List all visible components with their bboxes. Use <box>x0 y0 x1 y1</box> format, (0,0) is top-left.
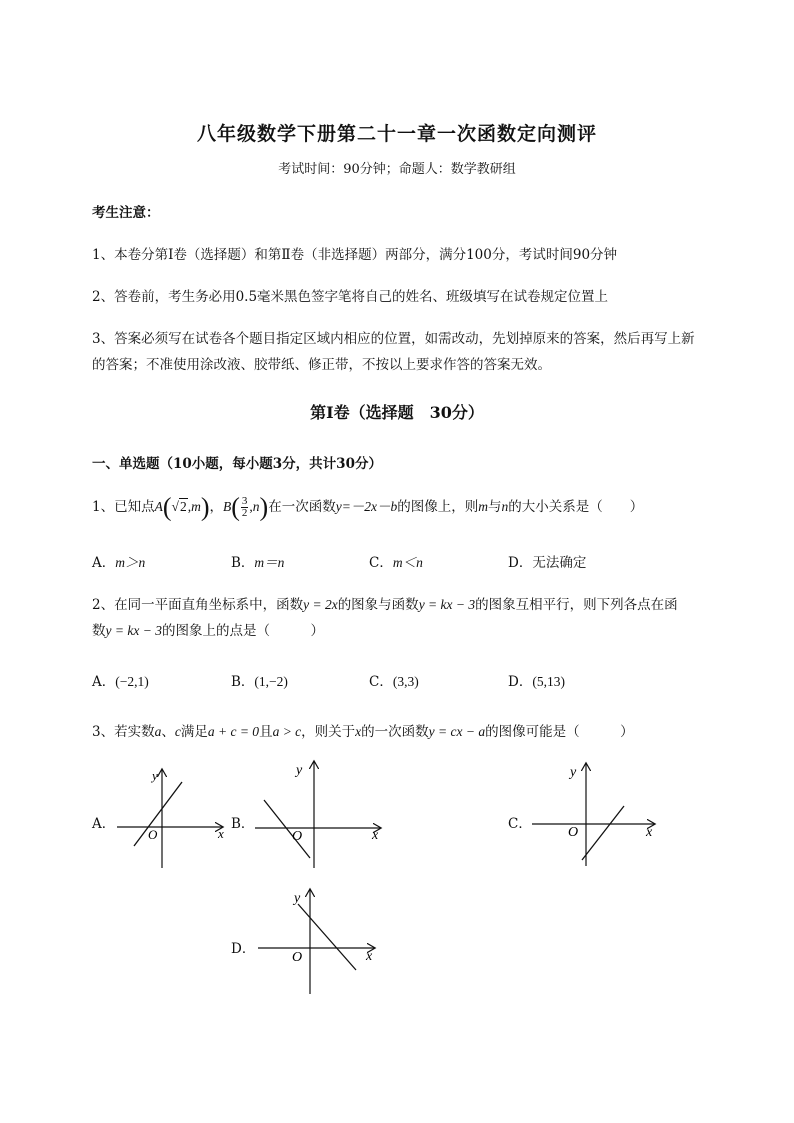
notice-item-3-line2: 的答案；不准使用涂改液、胶带纸、修正带，不按以上要求作答的答案无效。 <box>92 357 551 373</box>
question-2-line1: 2、在同一平面直角坐标系中，函数y = 2x的图象与函数y = kx − 3的图象互相平行，则下列各点在函 <box>92 597 678 613</box>
notice-item-3-line1: 3、答案必须写在试卷各个题目指定区域内相应的位置，如需改动，先划掉原来的答案，然后再写上新 <box>92 331 695 347</box>
q3-graph-d[interactable] <box>254 884 384 998</box>
x-label: x <box>646 825 653 840</box>
q3-option-d-label[interactable]: D． <box>231 941 256 957</box>
origin-label: O <box>292 950 303 965</box>
exam-info: 考试时间：90分钟；命题人：数学教研组 <box>278 162 516 177</box>
x-label: x <box>366 949 373 964</box>
q1-option-a[interactable]: A．m＞n <box>92 555 146 571</box>
q3-graph-a[interactable] <box>112 764 232 874</box>
q3-option-b-label[interactable]: B． <box>231 816 255 832</box>
origin-label: O <box>568 825 579 840</box>
q1-option-c[interactable]: C．m＜n <box>369 555 423 571</box>
q2-option-c[interactable]: C．(3,3) <box>369 674 419 690</box>
x-label: x <box>372 828 379 843</box>
function-line <box>298 904 356 970</box>
origin-label: O <box>292 829 303 844</box>
origin-label: O <box>148 827 158 842</box>
q2-option-a[interactable]: A．(−2,1) <box>92 674 149 690</box>
function-line <box>134 782 182 846</box>
q3-graph-b[interactable] <box>250 758 390 870</box>
q1-option-b[interactable]: B．m＝n <box>231 555 285 571</box>
notice-heading: 考生注意： <box>92 205 160 221</box>
part-heading: 一、单选题（10小题，每小题3分，共计30分） <box>92 456 382 472</box>
y-label: y <box>152 768 158 783</box>
y-label: y <box>570 765 577 780</box>
q2-option-b[interactable]: B．(1,−2) <box>231 674 288 690</box>
section-title: 第I卷（选择题 30分） <box>310 403 484 422</box>
notice-item-2: 2、答卷前，考生务必用0.5毫米黑色签字笔将自己的姓名、班级填写在试卷规定位置上 <box>92 289 609 305</box>
y-label: y <box>294 891 301 906</box>
notice-item-1: 1、本卷分第I卷（选择题）和第Ⅱ卷（非选择题）两部分，满分100分，考试时间90分钟 <box>92 247 618 263</box>
question-2-line2: 数y = kx − 3的图象上的点是（ ） <box>92 623 324 639</box>
question-1: 1、已知点A(√2,m)，B( $\frac{3}{2}$ ,n)在一次函数y=－2x－b的图像上，则m与n的大小关系是（ ） <box>92 492 644 522</box>
q1-option-d[interactable]: D．无法确定 <box>508 555 587 571</box>
q3-graph-c[interactable] <box>528 758 668 870</box>
y-label: y <box>296 763 303 778</box>
q3-option-c-label[interactable]: C． <box>508 816 532 832</box>
question-3: 3、若实数a、c满足a + c = 0且a > c，则关于x的一次函数y = cx − a的图像可能是（ ） <box>92 724 634 740</box>
function-line <box>582 806 624 860</box>
q2-option-d[interactable]: D．(5,13) <box>508 674 565 690</box>
page-title: 八年级数学下册第二十一章一次函数定向测评 <box>196 123 597 145</box>
function-line <box>264 800 310 858</box>
x-label: x <box>218 826 224 841</box>
q3-option-a-label[interactable]: A． <box>92 816 116 832</box>
